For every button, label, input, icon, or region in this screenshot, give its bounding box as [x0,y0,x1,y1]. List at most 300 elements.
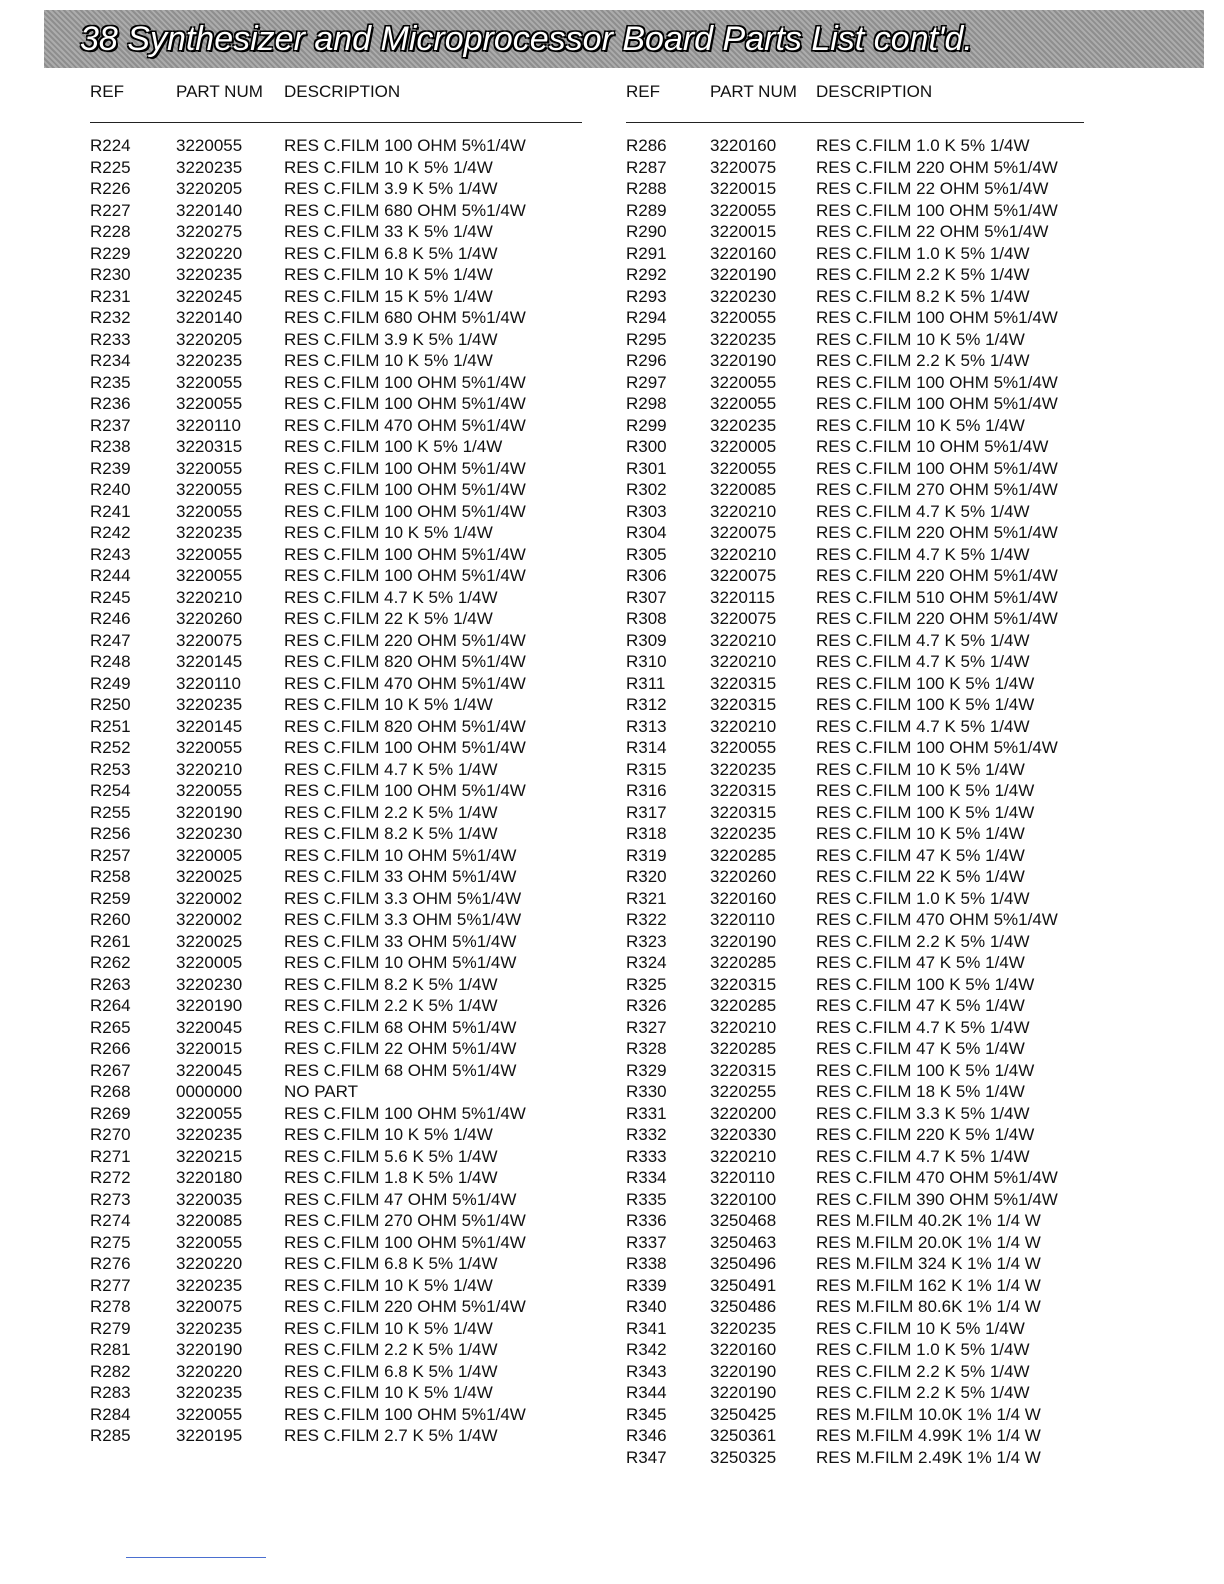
table-row [90,1081,582,1103]
description-cell: RES C.FILM 2.7 K 5% 1/4W [284,1426,498,1445]
part-num-cell: 3220235 [710,824,777,843]
page-title-banner [44,10,1204,68]
ref-cell: R277 [90,1275,131,1295]
description-cell: RES C.FILM 33 K 5% 1/4W [284,222,493,241]
table-row [626,135,1084,157]
description-cell: RES M.FILM 80.6K 1% 1/4 W [816,1297,1041,1316]
description-cell: RES C.FILM 680 OHM 5%1/4W [284,200,526,220]
part-num-cell: 3220140 [176,308,243,327]
part-num-cell: 3220275 [176,222,243,241]
description-cell: RES C.FILM 4.7 K 5% 1/4W [284,587,498,607]
table-row [90,974,582,996]
part-num-cell: 3220055 [710,308,777,327]
ref-cell: R304 [626,523,667,542]
table-row [90,329,582,351]
description-cell: RES C.FILM 100 OHM 5%1/4W [284,781,526,800]
table-row [626,264,1084,286]
part-num-cell: 3250361 [710,1426,777,1445]
table-row [626,909,1084,931]
table-row [90,1361,582,1383]
table-row [626,1339,1084,1361]
ref-cell: R328 [626,1039,667,1058]
table-row [626,565,1084,587]
table-row [626,780,1084,802]
table-row [90,1339,582,1361]
table-row [90,608,582,630]
description-cell: RES M.FILM 20.0K 1% 1/4 W [816,1232,1041,1252]
ref-cell: R233 [90,329,131,349]
part-num-cell: 3220210 [710,1146,777,1166]
table-body [90,135,582,1447]
ref-cell: R283 [90,1383,131,1402]
part-num-cell: 3220055 [710,458,777,478]
table-row [626,1425,1084,1447]
part-num-cell: 3220145 [176,716,243,736]
part-num-cell: 3220140 [176,200,243,220]
part-num-cell: 3220015 [176,1039,243,1058]
table-row [626,1447,1084,1469]
table-row [90,780,582,802]
part-num-cell: 3220055 [176,394,243,413]
table-row [626,1382,1084,1404]
table-row [90,1232,582,1254]
ref-cell: R300 [626,437,667,456]
description-cell: RES C.FILM 100 OHM 5%1/4W [284,1232,526,1252]
table-row [626,458,1084,480]
description-cell: RES C.FILM 10 OHM 5%1/4W [284,845,517,865]
ref-cell: R325 [626,974,667,994]
part-num-cell: 3250425 [710,1404,777,1424]
description-cell: RES C.FILM 22 K 5% 1/4W [284,609,493,628]
ref-cell: R258 [90,867,131,886]
ref-cell: R331 [626,1103,667,1123]
part-num-cell: 3220220 [176,1361,243,1381]
description-cell: RES C.FILM 820 OHM 5%1/4W [284,652,526,671]
ref-cell: R346 [626,1426,667,1445]
table-row [626,1210,1084,1232]
table-row [626,802,1084,824]
part-num-cell: 3220110 [710,910,775,929]
description-cell: RES C.FILM 10 K 5% 1/4W [816,1318,1025,1338]
part-num-cell: 3220315 [710,802,777,822]
table-row [626,716,1084,738]
description-cell: RES C.FILM 100 OHM 5%1/4W [284,136,526,155]
table-row [90,888,582,910]
part-num-cell: 3220160 [710,888,777,908]
ref-cell: R241 [90,501,131,521]
ref-cell: R250 [90,695,131,714]
description-cell: RES C.FILM 100 OHM 5%1/4W [284,544,526,564]
description-cell: RES M.FILM 4.99K 1% 1/4 W [816,1426,1041,1445]
description-cell: RES C.FILM 4.7 K 5% 1/4W [816,716,1030,736]
part-num-cell: 3220210 [710,716,777,736]
ref-cell: R318 [626,824,667,843]
ref-cell: R342 [626,1340,667,1359]
ref-cell: R338 [626,1254,667,1273]
description-cell: RES C.FILM 4.7 K 5% 1/4W [816,630,1030,650]
description-cell: RES C.FILM 100 K 5% 1/4W [816,781,1035,800]
part-num-cell: 3220180 [176,1168,243,1187]
ref-cell: R266 [90,1039,131,1058]
ref-cell: R254 [90,781,131,800]
ref-cell: R257 [90,845,131,865]
part-num-cell: 3220160 [710,1340,777,1359]
description-cell: RES C.FILM 470 OHM 5%1/4W [284,415,526,435]
table-row [626,157,1084,179]
description-cell: RES C.FILM 3.3 OHM 5%1/4W [284,888,522,908]
part-num-cell: 3220285 [710,953,777,972]
part-num-cell: 3220255 [710,1082,777,1101]
description-cell: RES C.FILM 2.2 K 5% 1/4W [816,351,1030,370]
ref-cell: R246 [90,609,131,628]
part-num-cell: 3220285 [710,845,777,865]
table-row [90,845,582,867]
part-num-cell: 3220190 [710,1383,777,1402]
part-num-cell: 3220200 [710,1103,777,1123]
part-num-cell: 3220075 [710,157,777,177]
part-num-cell: 3220075 [710,566,777,585]
description-cell: RES C.FILM 2.2 K 5% 1/4W [284,996,498,1015]
part-num-cell: 3220085 [710,480,777,499]
ref-cell: R251 [90,716,131,736]
ref-cell: R248 [90,652,131,671]
description-cell: RES C.FILM 100 OHM 5%1/4W [816,738,1058,757]
table-row [90,393,582,415]
table-row [90,350,582,372]
description-cell: RES C.FILM 100 OHM 5%1/4W [284,738,526,757]
ref-cell: R305 [626,544,667,564]
part-num-cell: 3220190 [176,996,243,1015]
ref-cell: R292 [626,265,667,284]
ref-cell: R308 [626,609,667,628]
part-num-cell: 3220190 [710,931,777,951]
part-num-cell: 3220235 [176,265,243,284]
description-cell: RES C.FILM 220 OHM 5%1/4W [816,566,1058,585]
table-row [90,1146,582,1168]
ref-cell: R303 [626,501,667,521]
table-row [626,1081,1084,1103]
parts-table-right [626,78,1084,1468]
description-cell: RES C.FILM 2.2 K 5% 1/4W [816,1383,1030,1402]
ref-cell: R263 [90,974,131,994]
part-num-cell: 3220190 [710,1361,777,1381]
ref-cell: R310 [626,652,667,671]
ref-cell: R268 [90,1082,131,1101]
description-cell: RES C.FILM 270 OHM 5%1/4W [284,1211,526,1230]
table-row [90,200,582,222]
part-num-cell: 3220100 [710,1189,777,1209]
ref-cell: R330 [626,1082,667,1101]
ref-cell: R256 [90,824,131,843]
part-num-cell: 3220315 [710,781,777,800]
table-row [90,587,582,609]
ref-cell: R321 [626,888,667,908]
ref-cell: R339 [626,1275,667,1295]
description-cell: RES C.FILM 68 OHM 5%1/4W [284,1060,517,1080]
table-row [626,1060,1084,1082]
description-cell: RES C.FILM 33 OHM 5%1/4W [284,867,517,886]
ref-cell: R286 [626,136,667,155]
description-cell: NO PART [284,1082,358,1101]
table-row [90,243,582,265]
part-num-cell: 3220025 [176,931,243,951]
ref-cell: R279 [90,1318,131,1338]
part-num-cell: 3220075 [710,523,777,542]
ref-cell: R324 [626,953,667,972]
description-cell: RES C.FILM 100 K 5% 1/4W [284,437,503,456]
ref-cell: R269 [90,1103,131,1123]
part-num-cell: 3220210 [176,587,243,607]
ref-cell: R320 [626,867,667,886]
description-cell: RES C.FILM 1.0 K 5% 1/4W [816,243,1030,263]
table-row [626,501,1084,523]
table-row [90,1382,582,1404]
description-cell: RES C.FILM 220 K 5% 1/4W [816,1125,1035,1144]
table-row [90,673,582,695]
table-row [90,995,582,1017]
table-row [626,931,1084,953]
part-num-cell: 3220285 [710,1039,777,1058]
table-header [90,78,582,108]
part-num-cell: 3220055 [176,458,243,478]
description-cell: RES C.FILM 1.0 K 5% 1/4W [816,136,1030,155]
table-row [626,974,1084,996]
description-cell: RES C.FILM 6.8 K 5% 1/4W [284,1361,498,1381]
table-row [90,802,582,824]
ref-cell: R345 [626,1404,667,1424]
page-title: 38 Synthesizer and Microprocessor Board Parts List cont'd. [80,19,973,58]
part-num-cell: 3220285 [710,996,777,1015]
part-num-cell: 3220230 [710,286,777,306]
part-num-cell: 3220075 [176,1297,243,1316]
table-row [90,264,582,286]
ref-cell: R259 [90,888,131,908]
table-row [90,178,582,200]
header-divider [626,122,1084,123]
part-num-cell: 3220075 [176,630,243,650]
table-row [626,630,1084,652]
description-cell: RES C.FILM 10 K 5% 1/4W [284,1125,493,1144]
table-row [626,415,1084,437]
description-cell: RES C.FILM 47 OHM 5%1/4W [284,1189,517,1209]
ref-cell: R265 [90,1017,131,1037]
ref-cell: R247 [90,630,131,650]
part-num-cell: 3220190 [176,1340,243,1359]
description-cell: RES C.FILM 220 OHM 5%1/4W [284,630,526,650]
table-row [626,845,1084,867]
part-num-cell: 3220055 [710,372,777,392]
ref-cell: R236 [90,394,131,413]
description-cell: RES C.FILM 47 K 5% 1/4W [816,845,1025,865]
table-row [90,1060,582,1082]
description-cell: RES C.FILM 3.3 K 5% 1/4W [816,1103,1030,1123]
part-num-cell: 3220035 [176,1189,243,1209]
description-cell: RES C.FILM 3.3 OHM 5%1/4W [284,910,522,929]
table-row [626,673,1084,695]
ref-cell: R347 [626,1447,667,1467]
table-row [626,372,1084,394]
table-row [90,458,582,480]
description-cell: RES C.FILM 100 OHM 5%1/4W [816,394,1058,413]
part-num-cell: 3220055 [176,136,243,155]
description-cell: RES C.FILM 510 OHM 5%1/4W [816,587,1058,607]
part-num-cell: 3220025 [176,867,243,886]
table-row [90,823,582,845]
table-row [626,995,1084,1017]
table-row [90,1425,582,1447]
description-cell: RES C.FILM 100 OHM 5%1/4W [816,308,1058,327]
description-cell: RES M.FILM 162 K 1% 1/4 W [816,1275,1041,1295]
table-row [626,1275,1084,1297]
table-row [90,479,582,501]
description-cell: RES C.FILM 4.7 K 5% 1/4W [816,652,1030,671]
part-num-cell: 3220245 [176,286,243,306]
table-row [90,630,582,652]
table-row [626,393,1084,415]
description-cell: RES C.FILM 100 OHM 5%1/4W [284,566,526,585]
part-num-cell: 3220055 [176,781,243,800]
part-num-cell: 3220055 [710,200,777,220]
ref-cell: R297 [626,372,667,392]
part-num-cell: 3220055 [176,566,243,585]
table-row [626,243,1084,265]
description-cell: RES C.FILM 5.6 K 5% 1/4W [284,1146,498,1166]
description-cell: RES C.FILM 10 K 5% 1/4W [284,695,493,714]
ref-cell: R228 [90,222,131,241]
part-num-cell: 3220235 [710,415,777,435]
ref-cell: R267 [90,1060,131,1080]
table-row [626,479,1084,501]
table-row [626,1296,1084,1318]
description-cell: RES C.FILM 100 OHM 5%1/4W [816,458,1058,478]
part-num-cell: 3220055 [176,501,243,521]
part-num-cell: 3220110 [176,673,241,693]
parts-table-left [90,78,582,1447]
ref-cell: R264 [90,996,131,1015]
description-cell: RES C.FILM 4.7 K 5% 1/4W [816,1017,1030,1037]
table-row [90,866,582,888]
part-num-cell: 3220005 [176,845,243,865]
description-cell: RES C.FILM 100 OHM 5%1/4W [816,372,1058,392]
table-row [626,759,1084,781]
ref-cell: R327 [626,1017,667,1037]
ref-column-header: REF [626,82,660,101]
table-row [626,1189,1084,1211]
part-num-cell: 3220085 [176,1211,243,1230]
ref-column-header: REF [90,82,124,101]
part-num-column-header: PART NUM [176,82,263,101]
description-cell: RES C.FILM 220 OHM 5%1/4W [816,523,1058,542]
ref-cell: R224 [90,136,131,155]
ref-cell: R294 [626,308,667,327]
part-num-cell: 3220110 [710,1168,775,1187]
table-row [626,1124,1084,1146]
ref-cell: R293 [626,286,667,306]
ref-cell: R260 [90,910,131,929]
table-row [90,694,582,716]
part-num-cell: 3220110 [176,415,241,435]
table-row [90,1124,582,1146]
table-row [90,1210,582,1232]
ref-cell: R332 [626,1125,667,1144]
part-num-cell: 3220210 [710,1017,777,1037]
ref-cell: R244 [90,566,131,585]
part-num-cell: 3220230 [176,974,243,994]
part-num-cell: 3220002 [176,910,243,929]
description-cell: RES C.FILM 4.7 K 5% 1/4W [816,544,1030,564]
part-num-cell: 3220055 [176,1404,243,1424]
ref-cell: R316 [626,781,667,800]
part-num-cell: 3220315 [710,695,777,714]
part-num-cell: 3220235 [710,759,777,779]
table-row [90,544,582,566]
table-row [90,651,582,673]
table-row [90,221,582,243]
ref-cell: R270 [90,1125,131,1144]
description-cell: RES C.FILM 18 K 5% 1/4W [816,1082,1025,1101]
description-cell: RES C.FILM 270 OHM 5%1/4W [816,480,1058,499]
ref-cell: R278 [90,1297,131,1316]
ref-cell: R336 [626,1211,667,1230]
table-row [90,1318,582,1340]
ref-cell: R333 [626,1146,667,1166]
description-cell: RES C.FILM 100 OHM 5%1/4W [284,501,526,521]
part-num-cell: 3250463 [710,1232,777,1252]
table-row [626,1146,1084,1168]
ref-cell: R231 [90,286,131,306]
part-num-cell: 3220075 [710,609,777,628]
part-num-cell: 3220045 [176,1017,243,1037]
table-row [90,1275,582,1297]
ref-cell: R249 [90,673,131,693]
ref-cell: R296 [626,351,667,370]
table-row [90,759,582,781]
part-num-cell: 3220235 [176,1275,243,1295]
ref-cell: R272 [90,1168,131,1187]
ref-cell: R322 [626,910,667,929]
description-cell: RES C.FILM 1.8 K 5% 1/4W [284,1168,498,1187]
ref-cell: R255 [90,802,131,822]
ref-cell: R337 [626,1232,667,1252]
description-cell: RES C.FILM 100 OHM 5%1/4W [284,1103,526,1123]
ref-cell: R341 [626,1318,667,1338]
description-cell: RES C.FILM 10 K 5% 1/4W [284,1383,493,1402]
description-cell: RES C.FILM 820 OHM 5%1/4W [284,716,526,736]
description-cell: RES C.FILM 4.7 K 5% 1/4W [816,1146,1030,1166]
description-cell: RES C.FILM 10 K 5% 1/4W [284,1275,493,1295]
description-cell: RES C.FILM 22 OHM 5%1/4W [816,222,1049,241]
table-row [626,350,1084,372]
part-num-cell: 3220205 [176,329,243,349]
table-row [626,1103,1084,1125]
ref-cell: R285 [90,1426,131,1445]
ref-cell: R290 [626,222,667,241]
description-cell: RES C.FILM 10 K 5% 1/4W [284,1318,493,1338]
part-num-cell: 3250491 [710,1275,777,1295]
ref-cell: R307 [626,587,667,607]
part-num-cell: 3220190 [710,265,777,284]
part-num-cell: 3220055 [710,394,777,413]
ref-cell: R284 [90,1404,131,1424]
ref-cell: R317 [626,802,667,822]
ref-cell: R227 [90,200,131,220]
table-body [626,135,1084,1468]
ref-cell: R287 [626,157,667,177]
table-row [90,1253,582,1275]
ref-cell: R299 [626,415,667,435]
description-cell: RES C.FILM 47 K 5% 1/4W [816,996,1025,1015]
table-row [626,544,1084,566]
